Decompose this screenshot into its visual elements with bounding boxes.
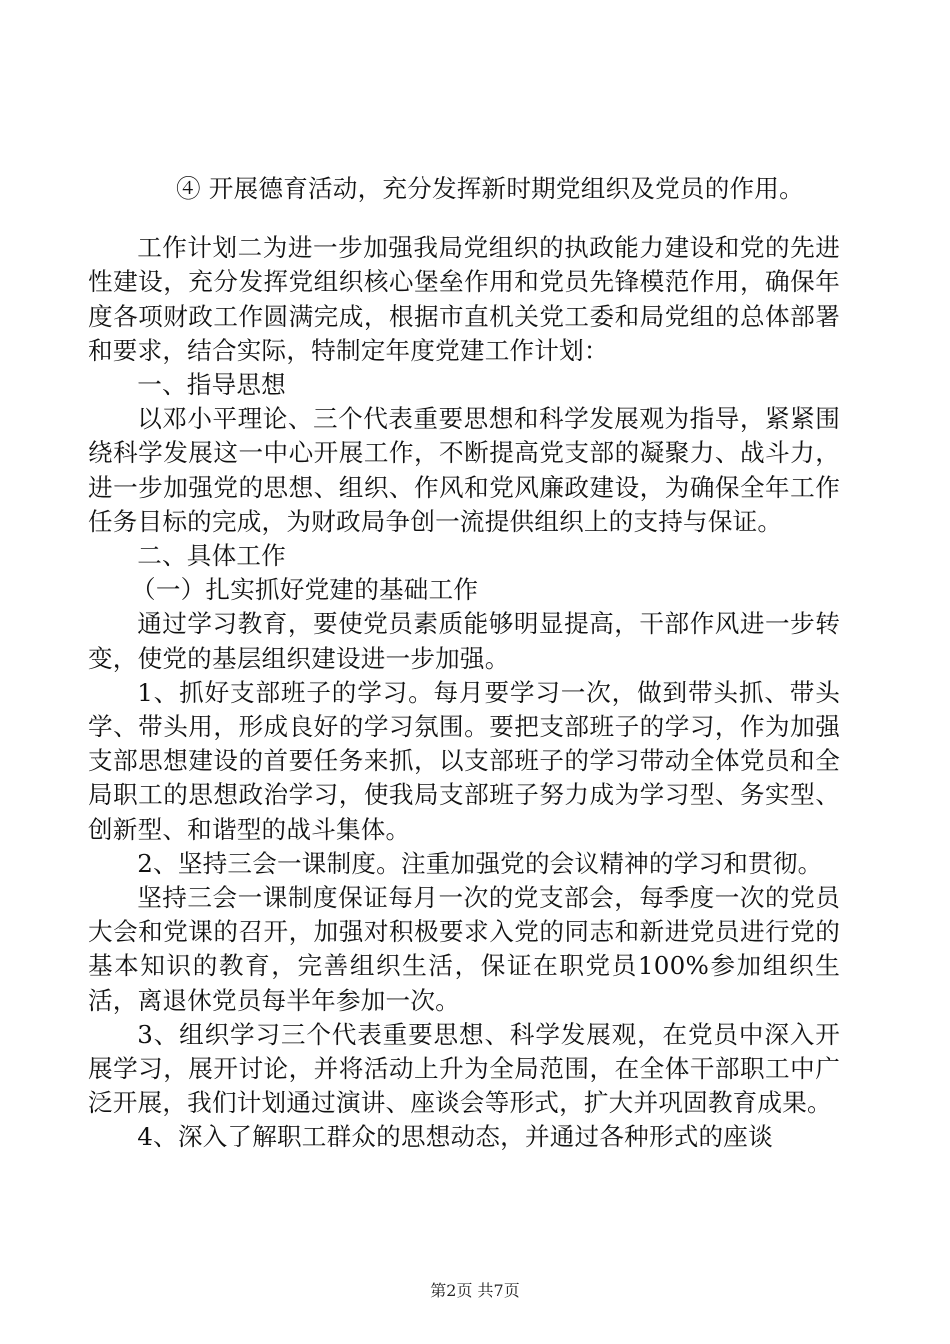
paragraph-item-4: 4、深入了解职工群众的思想动态，并通过各种形式的座谈 bbox=[137, 1122, 773, 1152]
heading-specific-work: 二、具体工作 bbox=[137, 541, 286, 571]
paragraph-work-plan-two-intro: 工作计划二为进一步加强我局党组织的执政能力建设和党的先进性建设，充分发挥党组织核心堡垒作用和党员先锋模范作用，确保年度各项财政工作圆满完成，根据市直机关党工委和局党组的总体部署和要求，结合实际，特制定年度党建工作计划： bbox=[88, 233, 840, 365]
document-body bbox=[88, 172, 840, 1155]
paragraph-study-education: 通过学习教育，要使党员素质能够明显提高，干部作风进一步转变，使党的基层组织建设进一步加强。 bbox=[88, 609, 840, 673]
paragraph-virtue-activity: ④ 开展德育活动，充分发挥新时期党组织及党员的作用。 bbox=[176, 174, 804, 203]
heading-guiding-ideology: 一、指导思想 bbox=[137, 370, 286, 400]
paragraph-guiding-ideology: 以邓小平理论、三个代表重要思想和科学发展观为指导，紧紧围绕科学发展这一中心开展工作，不断提高党支部的凝聚力、战斗力，进一步加强党的思想、组织、作风和党风廉政建设，为确保全年工作任务目标的完成，为财政局争创一流提供组织上的支持与保证。 bbox=[88, 404, 840, 536]
page-number-footer: 第2页 共7页 bbox=[430, 1281, 520, 1300]
subheading-basic-work: （一）扎实抓好党建的基础工作 bbox=[131, 575, 479, 605]
paragraph-item-3: 3、组织学习三个代表重要思想、科学发展观，在党员中深入开展学习，展开讨论，并将活动上升为全局范围，在全体干部职工中广泛开展，我们计划通过演讲、座谈会等形式，扩大并巩固教育成果。 bbox=[88, 1019, 840, 1118]
paragraph-three-meetings: 坚持三会一课制度保证每月一次的党支部会，每季度一次的党员大会和党课的召开，加强对积极要求入党的同志和新进党员进行党的基本知识的教育，完善组织生活，保证在职党员100%参加组织生活，离退休党员每半年参加一次。 bbox=[88, 883, 840, 1015]
paragraph-item-1: 1、抓好支部班子的学习。每月要学习一次，做到带头抓、带头学、带头用，形成良好的学习氛围。要把支部班子的学习，作为加强支部思想建设的首要任务来抓，以支部班子的学习带动全体党员和全局职工的思想政治学习，使我局支部班子努力成为学习型、务实型、创新型、和谐型的战斗集体。 bbox=[88, 677, 840, 844]
paragraph-item-2: 2、坚持三会一课制度。注重加强党的会议精神的学习和贯彻。 bbox=[137, 848, 823, 878]
